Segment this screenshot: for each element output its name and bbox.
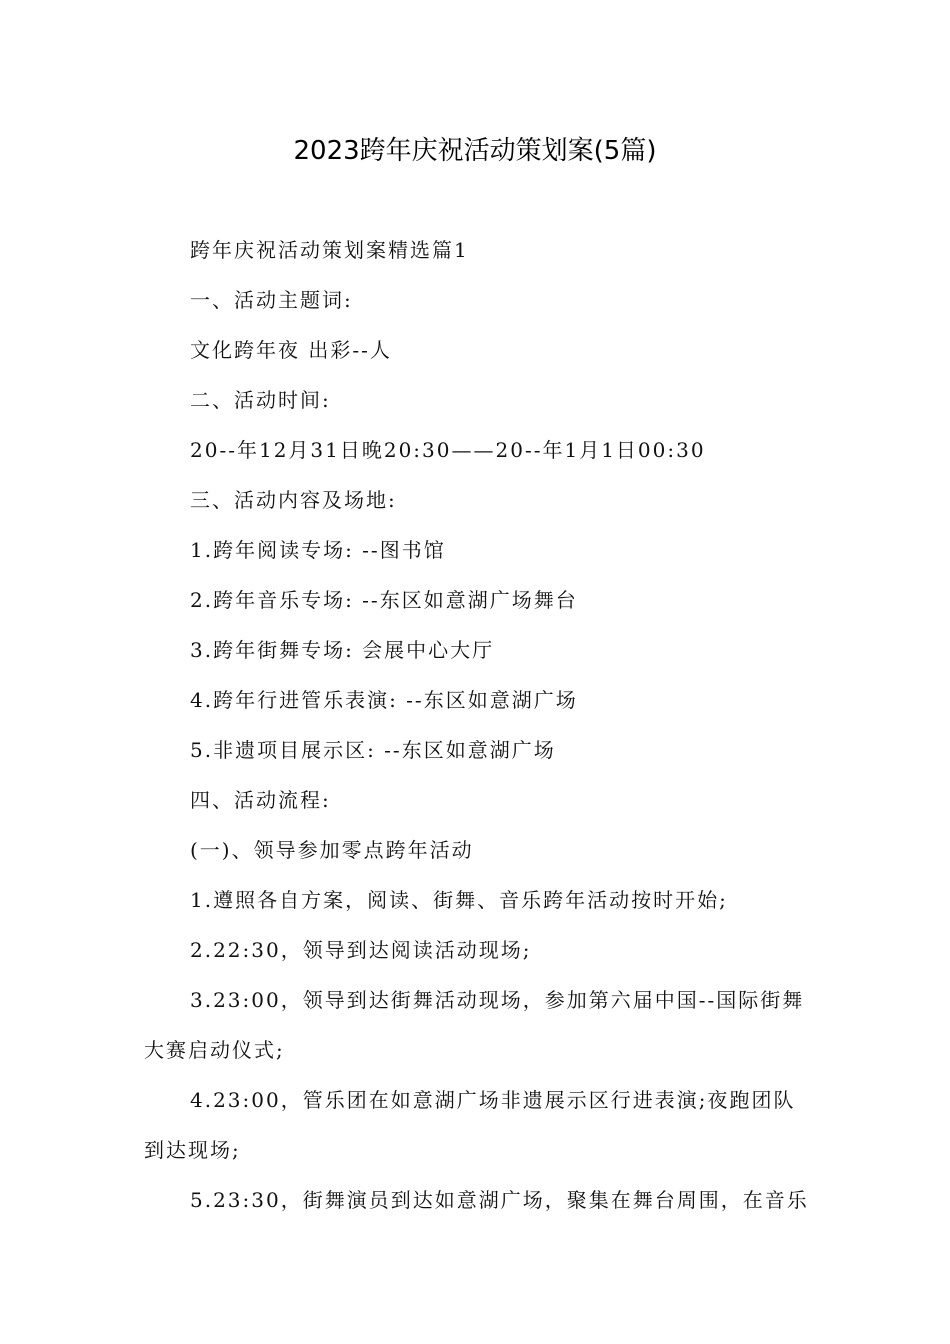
paragraph-line: 1.遵照各自方案，阅读、街舞、音乐跨年活动按时开始;: [190, 888, 728, 912]
paragraph-line: 三、活动内容及场地:: [190, 488, 397, 512]
paragraph-line: 一、活动主题词:: [190, 288, 353, 312]
document-body: [144, 232, 809, 1232]
paragraph-line: 20--年12月31日晚20:30——20--年1月1日00:30: [190, 438, 706, 462]
paragraph-line: 4.跨年行进管乐表演: --东区如意湖广场: [190, 688, 578, 712]
paragraph-line: 二、活动时间:: [190, 388, 331, 412]
paragraph-line: 4.23:00，管乐团在如意湖广场非遗展示区行进表演;夜跑团队: [190, 1088, 796, 1112]
paragraph-line: 2.跨年音乐专场: --东区如意湖广场舞台: [190, 588, 578, 612]
paragraph-line: 到达现场;: [144, 1138, 241, 1162]
paragraph-line: (一)、领导参加零点跨年活动: [190, 838, 474, 862]
paragraph-line: 文化跨年夜 出彩--人: [190, 338, 392, 362]
paragraph-line: 5.23:30，街舞演员到达如意湖广场，聚集在舞台周围，在音乐: [190, 1188, 809, 1212]
paragraph-line: 2.22:30，领导到达阅读活动现场;: [190, 938, 532, 962]
paragraph-line: 3.23:00，领导到达街舞活动现场，参加第六届中国--国际街舞: [190, 988, 805, 1012]
paragraph-line: 3.跨年街舞专场: 会展中心大厅: [190, 638, 495, 662]
paragraph-line: 大赛启动仪式;: [144, 1038, 285, 1062]
paragraph-line: 5.非遗项目展示区: --东区如意湖广场: [190, 738, 556, 762]
paragraph-line: 四、活动流程:: [190, 788, 331, 812]
paragraph-line: 1.跨年阅读专场: --图书馆: [190, 538, 446, 562]
paragraph-line: 跨年庆祝活动策划案精选篇1: [190, 238, 469, 262]
document-title: 2023跨年庆祝活动策划案(5篇): [293, 136, 657, 166]
